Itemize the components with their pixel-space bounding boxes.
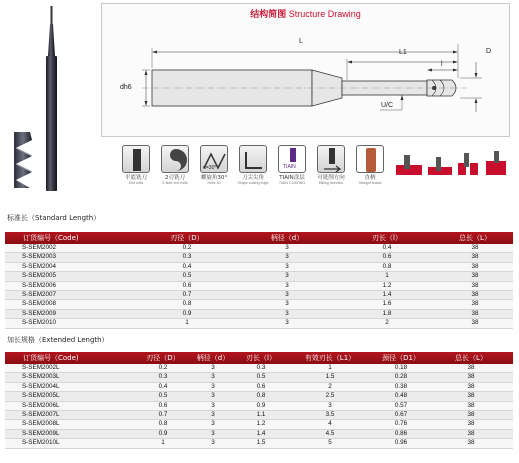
cell-value: 0.8 bbox=[137, 300, 237, 309]
cell-value: 0.38 bbox=[373, 382, 429, 391]
cell-value: 38 bbox=[429, 439, 513, 448]
cell-code: S-SEM2009L bbox=[5, 429, 135, 438]
cell-value: 0.76 bbox=[373, 420, 429, 429]
dim-label-D: D bbox=[486, 48, 492, 55]
col-header-total-length: 总长（L） bbox=[459, 234, 491, 242]
col-header-shank: 柄径（d） bbox=[196, 354, 230, 362]
feature-tiain-coating: TIAIN TIAIN涂层 TIAIN COATING bbox=[274, 145, 310, 185]
table-row bbox=[5, 401, 513, 410]
tiain-coating-icon: TIAIN bbox=[278, 145, 306, 173]
cell-code: S-SEM2008L bbox=[5, 420, 135, 429]
feature-two-flute: 2刃铣刀 2-flute end mills bbox=[157, 145, 193, 185]
milling-direction-icon bbox=[317, 145, 345, 173]
col-header-shank: 柄径（d） bbox=[270, 234, 304, 242]
cell-code: S-SEM2007 bbox=[5, 291, 137, 300]
cell-value: 0.28 bbox=[373, 373, 429, 382]
cell-value: 38 bbox=[429, 364, 513, 373]
col-header-code: 订货编号（Code) bbox=[23, 354, 79, 362]
cell-value: 0.48 bbox=[373, 392, 429, 401]
flat-end-mill-icon bbox=[122, 145, 150, 173]
cell-value: 0.9 bbox=[135, 429, 191, 438]
straight-shank-icon bbox=[356, 145, 384, 173]
cell-value: 1.4 bbox=[235, 429, 287, 438]
cell-code: S-SEM2007L bbox=[5, 411, 135, 420]
col-header-code: 订货编号（Code) bbox=[23, 234, 79, 242]
structure-drawing bbox=[102, 4, 511, 138]
cell-code: S-SEM2004L bbox=[5, 382, 135, 391]
cell-value: 38 bbox=[437, 272, 513, 281]
cell-value: 3 bbox=[237, 272, 337, 281]
table-row bbox=[5, 364, 513, 373]
cell-value: 0.2 bbox=[137, 244, 237, 253]
cutter-tip-closeup-photo bbox=[8, 130, 38, 190]
cell-value: 0.9 bbox=[235, 401, 287, 410]
cell-code: S-SEM2002 bbox=[5, 244, 137, 253]
cell-value: 3 bbox=[237, 300, 337, 309]
table-row bbox=[5, 382, 513, 391]
table-row bbox=[5, 291, 513, 300]
col-header-flute-length: 刃长（l） bbox=[372, 234, 402, 242]
cell-code: S-SEM2005 bbox=[5, 272, 137, 281]
col-header-flute-length: 刃长（l） bbox=[246, 354, 276, 362]
cell-value: 0.7 bbox=[135, 411, 191, 420]
cell-code: S-SEM2010L bbox=[5, 439, 135, 448]
cell-value: 1.2 bbox=[337, 281, 437, 290]
feature-sharp-corner: 刀尖尖角 Shape cutting edge bbox=[235, 145, 271, 185]
table-row bbox=[5, 373, 513, 382]
cell-value: 0.2 bbox=[135, 364, 191, 373]
table-row bbox=[5, 300, 513, 309]
cell-value: 38 bbox=[437, 309, 513, 318]
cell-code: S-SEM2005L bbox=[5, 392, 135, 401]
table-row bbox=[5, 392, 513, 401]
standard-length-label: 标准长（Standard Length） bbox=[7, 214, 101, 222]
cell-value: 38 bbox=[429, 411, 513, 420]
cell-value: 0.67 bbox=[373, 411, 429, 420]
cell-value: 38 bbox=[437, 300, 513, 309]
cell-value: 0.4 bbox=[337, 244, 437, 253]
cell-value: 38 bbox=[437, 244, 513, 253]
dim-label-uc: U/C bbox=[381, 102, 394, 109]
cell-value: 0.3 bbox=[137, 253, 237, 262]
cell-value: 3 bbox=[191, 373, 235, 382]
cell-value: 2 bbox=[337, 319, 437, 328]
standard-length-table bbox=[5, 232, 513, 329]
cell-value: 3 bbox=[191, 411, 235, 420]
cell-value: 38 bbox=[437, 262, 513, 271]
table-row bbox=[5, 429, 513, 438]
cell-value: 0.96 bbox=[373, 439, 429, 448]
table-header-row bbox=[5, 352, 513, 364]
cell-value: 3 bbox=[237, 309, 337, 318]
table-row bbox=[5, 420, 513, 429]
cell-value: 0.4 bbox=[137, 262, 237, 271]
cell-value: 0.5 bbox=[135, 392, 191, 401]
cell-code: S-SEM2002L bbox=[5, 364, 135, 373]
cell-value: 0.8 bbox=[235, 392, 287, 401]
cell-value: 0.3 bbox=[235, 364, 287, 373]
feature-flat-end-mill: 平底铣刀 End mills bbox=[118, 145, 154, 185]
table-row bbox=[5, 309, 513, 318]
cell-value: 1.5 bbox=[287, 373, 373, 382]
table-row bbox=[5, 281, 513, 290]
cell-value: 0.6 bbox=[137, 281, 237, 290]
extended-length-label: 加长规格（Extended Length） bbox=[7, 336, 109, 344]
cell-value: 38 bbox=[437, 319, 513, 328]
cell-value: 4 bbox=[287, 420, 373, 429]
cell-value: 0.6 bbox=[235, 382, 287, 391]
cell-value: 2 bbox=[287, 382, 373, 391]
cell-value: 3 bbox=[191, 364, 235, 373]
cell-code: S-SEM2008 bbox=[5, 300, 137, 309]
cell-value: 38 bbox=[429, 382, 513, 391]
dim-label-dh6: dh6 bbox=[120, 84, 132, 91]
feature-milling-direction: 可铣削方向 Milling direction bbox=[313, 145, 349, 185]
cell-value: 1.8 bbox=[337, 309, 437, 318]
cell-value: 0.3 bbox=[135, 373, 191, 382]
table-row bbox=[5, 411, 513, 420]
end-mill-product-photo bbox=[38, 6, 70, 191]
cell-value: 3 bbox=[237, 281, 337, 290]
cell-code: S-SEM2010 bbox=[5, 319, 137, 328]
col-header-total-length: 总长（L） bbox=[455, 354, 487, 362]
cell-value: 1.1 bbox=[235, 411, 287, 420]
cell-value: 1 bbox=[287, 364, 373, 373]
cell-value: 1 bbox=[337, 272, 437, 281]
cell-value: 1 bbox=[135, 439, 191, 448]
cell-value: 5 bbox=[287, 439, 373, 448]
cell-value: 3 bbox=[237, 244, 337, 253]
cell-value: 1.5 bbox=[235, 439, 287, 448]
cell-value: 3 bbox=[191, 429, 235, 438]
col-header-effective-length: 有效刃长（L1） bbox=[304, 354, 356, 362]
cell-value: 38 bbox=[429, 420, 513, 429]
table-row bbox=[5, 244, 513, 253]
cell-value: 0.5 bbox=[235, 373, 287, 382]
cell-value: 38 bbox=[429, 401, 513, 410]
cell-value: 3 bbox=[191, 401, 235, 410]
helix-angle-icon: α=30° bbox=[200, 145, 228, 173]
cell-value: 0.6 bbox=[135, 401, 191, 410]
cell-value: 3 bbox=[237, 253, 337, 262]
cell-value: 1.2 bbox=[235, 420, 287, 429]
feature-helix-angle: α=30° 螺旋角30° Helix 30 bbox=[196, 145, 232, 185]
feature-straight-shank: 直柄 Straight shank bbox=[352, 145, 388, 185]
cell-value: 38 bbox=[429, 392, 513, 401]
structure-drawing-panel bbox=[101, 3, 510, 137]
cell-code: S-SEM2003L bbox=[5, 373, 135, 382]
dim-label-l: l bbox=[441, 61, 443, 68]
cell-value: 3.5 bbox=[287, 411, 373, 420]
col-header-neck-diameter: 颈径（D1） bbox=[382, 354, 420, 362]
cell-value: 0.5 bbox=[137, 272, 237, 281]
cell-value: 1 bbox=[137, 319, 237, 328]
cell-value: 1.6 bbox=[337, 300, 437, 309]
cell-value: 0.6 bbox=[337, 253, 437, 262]
cell-value: 0.18 bbox=[373, 364, 429, 373]
cell-value: 0.86 bbox=[373, 429, 429, 438]
col-header-diameter: 刃径（D） bbox=[146, 354, 180, 362]
cell-value: 4.5 bbox=[287, 429, 373, 438]
cell-value: 3 bbox=[237, 262, 337, 271]
cell-value: 1.4 bbox=[337, 291, 437, 300]
feature-icons-row bbox=[118, 145, 510, 200]
col-header-diameter: 刃径（D） bbox=[170, 234, 204, 242]
cell-value: 3 bbox=[191, 420, 235, 429]
cell-value: 38 bbox=[429, 429, 513, 438]
cell-value: 38 bbox=[429, 373, 513, 382]
dim-label-L: L bbox=[299, 38, 303, 45]
cell-value: 0.8 bbox=[337, 262, 437, 271]
cell-value: 3 bbox=[191, 382, 235, 391]
cell-code: S-SEM2004 bbox=[5, 262, 137, 271]
cell-value: 2.5 bbox=[287, 392, 373, 401]
application-pictograms bbox=[394, 149, 512, 179]
cell-value: 38 bbox=[437, 253, 513, 262]
cell-value: 0.4 bbox=[135, 382, 191, 391]
cell-code: S-SEM2006L bbox=[5, 401, 135, 410]
cell-value: 3 bbox=[237, 291, 337, 300]
extended-length-table bbox=[5, 352, 513, 449]
cell-value: 3 bbox=[191, 439, 235, 448]
cell-value: 3 bbox=[237, 319, 337, 328]
cell-value: 3 bbox=[191, 392, 235, 401]
table-row bbox=[5, 319, 513, 328]
drawing-title bbox=[102, 7, 509, 20]
table-row bbox=[5, 262, 513, 271]
table-header-row bbox=[5, 232, 513, 244]
cell-value: 3 bbox=[287, 401, 373, 410]
drawing-title-en: Structure Drawing bbox=[288, 9, 361, 19]
drawing-title-cn: 结构简图 bbox=[250, 10, 287, 20]
cell-value: 0.9 bbox=[137, 309, 237, 318]
cell-value: 0.8 bbox=[135, 420, 191, 429]
dim-label-L1: L1 bbox=[399, 49, 407, 56]
table-row bbox=[5, 439, 513, 448]
two-flute-icon bbox=[161, 145, 189, 173]
cell-value: 38 bbox=[437, 291, 513, 300]
table-row bbox=[5, 272, 513, 281]
cell-code: S-SEM2009 bbox=[5, 309, 137, 318]
cell-value: 38 bbox=[437, 281, 513, 290]
table-row bbox=[5, 253, 513, 262]
cell-value: 0.57 bbox=[373, 401, 429, 410]
sharp-corner-icon bbox=[239, 145, 267, 173]
cell-code: S-SEM2003 bbox=[5, 253, 137, 262]
cell-value: 0.7 bbox=[137, 291, 237, 300]
cell-code: S-SEM2006 bbox=[5, 281, 137, 290]
